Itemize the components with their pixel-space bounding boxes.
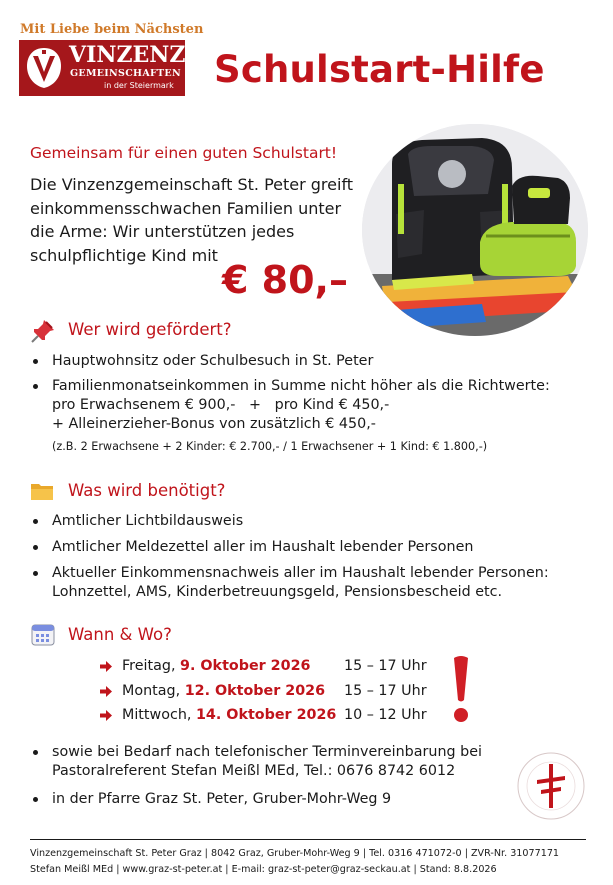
schedule-date: 14. Oktober 2026	[195, 707, 337, 723]
income-criteria-text: Familienmonatseinkommen in Summe nicht höher als die Richtwerte:	[52, 378, 550, 394]
logo-emblem-icon	[25, 46, 63, 90]
intro-text: Die Vinzenzgemeinschaft St. Peter greift einkommensschwachen Familien unter die Arme: Wir unterstützen jedes schulpflichtige Kind mit	[30, 175, 354, 265]
schedule-time: 15 – 17 Uhr	[344, 658, 427, 674]
schedule-day	[122, 658, 310, 674]
footer-contact: Stefan Meißl MEd | www.graz-st-peter.at | E-mail: graz-st-peter@graz-seckau.at | Stand: 8.8.2026	[30, 864, 497, 875]
school-bag-photo	[362, 124, 588, 336]
list-item: Aktueller Einkommensnachweis aller im Haushalt lebender Personen: Lohnzettel, AMS, Kinderbetreuungsgeld, Pensionsbescheid etc.	[30, 564, 570, 602]
section-heading-eligibility: Wer wird gefördert?	[68, 320, 232, 339]
page-title: Schulstart-Hilfe	[214, 48, 545, 91]
location-list	[30, 743, 520, 809]
footer-address: Vinzenzgemeinschaft St. Peter Graz | 8042 Graz, Gruber-Mohr-Weg 9 | Tel. 0316 471072-0 | ZVR-Nr. 31077171	[30, 848, 560, 859]
schedule-date: 12. Oktober 2026	[184, 683, 326, 699]
weekday: Freitag,	[122, 658, 181, 674]
list-item: Hauptwohnsitz oder Schulbesuch in St. Peter	[30, 352, 590, 371]
list-item: Amtlicher Lichtbildausweis	[30, 512, 570, 531]
section-heading-requirements: Was wird benötigt?	[68, 481, 226, 500]
schedule-time: 15 – 17 Uhr	[344, 683, 427, 699]
folder-icon	[29, 478, 55, 504]
exclamation-icon	[450, 654, 472, 724]
logo-subtitle: GEMEINSCHAFTEN	[70, 68, 181, 79]
logo-wordmark: VINZENZ	[69, 42, 186, 68]
arrow-right-icon	[100, 661, 112, 672]
weekday: Mittwoch,	[122, 707, 196, 723]
schedule-day	[122, 707, 336, 723]
list-item	[30, 377, 590, 456]
footer-divider	[30, 839, 586, 840]
arrow-right-icon	[100, 686, 112, 697]
support-amount: € 80,–	[222, 258, 348, 302]
schedule-day	[122, 683, 325, 699]
income-limits-line: pro Erwachsenem € 900,- + pro Kind € 450,-	[52, 397, 390, 413]
arrow-right-icon	[100, 710, 112, 721]
weekday: Montag,	[122, 683, 185, 699]
list-item: sowie bei Bedarf nach telefonischer Terminvereinbarung bei Pastoralreferent Stefan Meißl MEd, Tel.: 0676 8742 6012	[30, 743, 520, 781]
schedule-date: 9. Oktober 2026	[180, 658, 311, 674]
requirements-list	[30, 512, 570, 602]
list-item: in der Pfarre Graz St. Peter, Gruber-Mohr-Weg 9	[30, 790, 520, 809]
schedule-time: 10 – 12 Uhr	[344, 707, 427, 723]
calendar-icon	[30, 621, 56, 647]
income-example: (z.B. 2 Erwachsene + 2 Kinder: € 2.700,- / 1 Erwachsener + 1 Kind: € 1.800,-)	[52, 440, 488, 453]
logo-region: in der Steiermark	[104, 81, 174, 90]
eligibility-list	[30, 352, 590, 456]
parish-seal-icon	[515, 750, 587, 822]
pushpin-icon	[30, 318, 56, 344]
single-parent-bonus-line: + Alleinerzieher-Bonus von zusätzlich € 450,-	[52, 416, 376, 432]
school-bag-illustration	[362, 124, 588, 336]
logo-tagline: Mit Liebe beim Nächsten	[20, 22, 204, 37]
intro-heading: Gemeinsam für einen guten Schulstart!	[30, 144, 338, 162]
list-item: Amtlicher Meldezettel aller im Haushalt lebender Personen	[30, 538, 570, 557]
vinzenz-logo	[19, 40, 185, 96]
section-heading-schedule: Wann & Wo?	[68, 625, 172, 644]
